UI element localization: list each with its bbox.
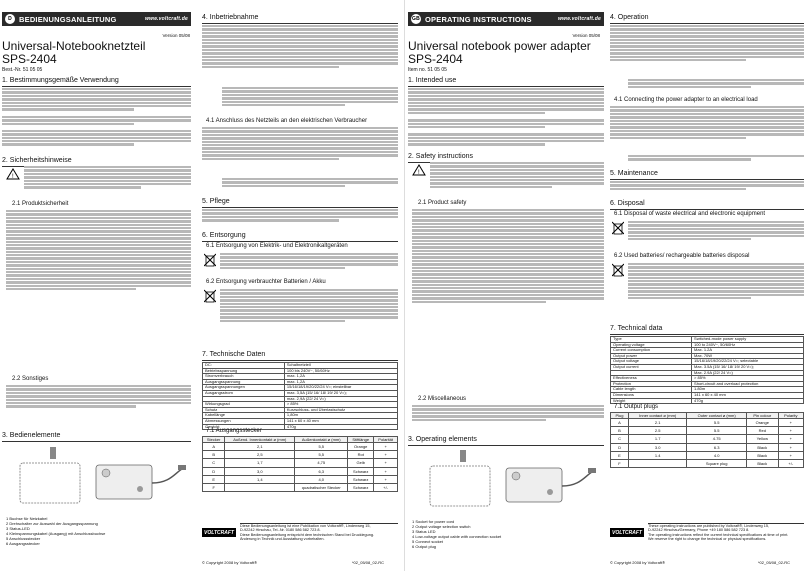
product-safety-text [6,210,191,290]
table-cell: Black [746,443,778,451]
footer-text [648,523,804,565]
subsection-batteries: 6.2 Used batteries/ rechargeable batteries disposal [614,253,750,259]
list-item: 2 Drehschalter zur Auswahl der Ausgangsspannung [6,521,98,526]
spec-label: Kabellänge [203,413,285,419]
section-intended-use: 1. Bestimmungsgemäße Verwendung [2,77,191,87]
footer-line: Diese Bedienungsanleitung ist eine Publikation von Voltcraft®, Lindenweg 15, [240,524,371,528]
operation-text [610,25,804,61]
spec-value: Kurzschluss- und Überlastschutz [284,407,397,413]
table-cell: +/- [778,459,803,467]
safety-text [430,162,604,188]
table-row [611,451,804,459]
table-row [611,427,804,435]
battery-bin-icon [612,263,624,277]
table-cell: D [611,443,629,451]
subsection-misc: 2.2 Miscellaneous [418,396,467,402]
controls-list [412,519,604,549]
column-header: Outer contact ø (mm) [687,413,747,419]
table-cell: 3,0 [225,467,295,475]
spec-value: 141 x 60 x 40 mm [692,392,804,398]
table-cell: E [203,475,225,483]
adapter-diagram-image [10,443,190,515]
list-item: 2 Output voltage selection switch [412,524,471,529]
section-text [2,88,191,146]
footer-line: We reserve the right to change the technical or physical specifications. [648,537,767,542]
section-intended-use: 1. Intended use [408,77,604,87]
footer-line: Diese Bedienungsanleitung entspricht dem technischen Stand bei Drucklegung. [240,532,375,537]
spec-label: Current consumption [611,348,692,354]
spec-label: Stromverbrauch [203,374,285,380]
table-cell: 1.7 [629,435,687,443]
spec-value: 1.80m [692,387,804,393]
table-cell: A [203,443,225,451]
german-header-bar [2,12,191,26]
spec-label: Schutz [203,407,285,413]
spec-value: 100 bis 240V~, 50/60Hz [284,368,397,374]
table-cell: + [778,427,803,435]
table-cell: 5,5 [295,443,348,451]
section-tech-data: 7. Technical data [610,325,804,335]
svg-text:!: ! [12,174,14,180]
column-header: Außend. Innenkontakt ø (mm) [225,437,295,443]
table-cell: 5,5 [295,451,348,459]
section-operation: 4. Inbetriebnahme [202,14,398,24]
spec-value: 15/16/18/19/20/22/24 V=; selectable [692,359,804,365]
column-header: Pin colour [746,413,778,419]
table-cell: + [374,475,398,483]
table-row [203,459,398,467]
section-maintenance: 5. Pflege [202,198,398,208]
subsection-plugs: 7.1 Ausgangsstecker [206,428,262,434]
spec-value: > 85% [692,376,804,382]
table-cell: Schwarz [348,475,374,483]
tech-data-table [610,336,804,404]
spec-value: max. 3,5A (15/ 16/ 18/ 19/ 20 V=); [284,390,397,396]
table-cell: 4.75 [687,435,747,443]
version-label: Version 05/08 [572,33,600,38]
misc-text [412,405,604,421]
spec-label: Betriebsspannung [203,368,285,374]
table-cell: 4,75 [295,459,348,467]
footer-line: D-92242 Hirschau, Tel.-Nr. 0180 586 582 723 8. [240,528,321,533]
table-row [611,435,804,443]
table-cell: F [203,483,225,491]
spec-label: Wirkungsgrad [203,402,285,408]
spec-value: > 85% [284,402,397,408]
spec-value: 470g [692,398,804,404]
copyright: © Copyright 2008 by Voltcraft® [610,560,666,565]
table-cell: C [203,459,225,467]
doc-number: *02_05/08_02-RC [758,560,791,565]
plugs-table [610,412,804,468]
spec-label: Weight [611,398,692,404]
table-row [203,467,398,475]
spec-label: Output voltage [611,359,692,365]
footer-line: These operating instructions are published by Voltcraft®, Lindenweg 15, [648,524,769,528]
table-cell: Square plug [687,459,747,467]
footer-text [240,523,398,565]
section-tech-data: 7. Technische Daten [202,351,398,361]
spec-value: Max. 70W [692,353,804,359]
product-code: SPS-2404 [2,52,57,66]
table-row [611,443,804,451]
table-cell [629,459,687,467]
spec-label: Gewicht [203,424,285,430]
waste-bin-icon [612,221,624,235]
operation-text [202,25,398,68]
connecting-text [610,106,804,139]
spec-label: Output current [611,364,692,370]
item-number: Item no. 51 05 05 [408,67,447,73]
table-cell: 1,7 [225,459,295,467]
doc-number: *02_05/08_02-RC [352,560,385,565]
table-cell: Gelb [348,459,374,467]
spec-label: Protection [611,381,692,387]
column-header: Stiftlänge [348,437,374,443]
spec-label: Ausgangsspannung [203,379,285,385]
item-number: Best.-Nr. 51 05 05 [2,67,43,73]
table-row [203,451,398,459]
section-text [408,88,604,146]
list-item: 4 Low-voltage output cable with connection socket [412,534,502,539]
connecting-note [628,155,804,161]
table-cell: + [778,443,803,451]
table-cell: Schwarz [348,467,374,475]
table-cell [225,483,295,491]
list-item: 5 Connect socket [412,539,443,544]
page-divider [404,0,405,571]
spec-value: Switched-mode power supply [692,337,804,343]
spec-value: 470g [284,424,397,430]
spec-label: Ausgangsspannungen [203,385,285,391]
footer-line: The operating instructions reflect the current technical specifications at time of print. [648,532,789,537]
table-row [203,443,398,451]
footer-line: D-92242 Hirschau/Germany, Phone +49 180 586 582 723 8. [648,528,750,533]
product-title: Universal-Notebooknetzteil [2,39,146,53]
section-disposal: 6. Entsorgung [202,232,398,242]
table-cell: F [611,459,629,467]
table-cell: 1,4 [225,475,295,483]
table-cell: 6,3 [295,467,348,475]
table-cell: + [778,451,803,459]
footer-line: Änderung in Technik und Ausstattung vorbehalten. [240,537,325,542]
spec-value: Max. 2.9A (22/ 24 V=) [692,370,804,376]
list-item: 3 Status-LED [6,526,30,531]
table-cell: E [611,451,629,459]
spec-value: max. 1,2A [284,379,397,385]
spec-label: Effectiveness [611,376,692,382]
section-safety: 2. Safety instructions [408,153,604,163]
table-cell: C [611,435,629,443]
subsection-weee: 6.1 Disposal of waste electrical and electronic equipment [614,211,766,217]
header-title: OPERATING INSTRUCTIONS [425,14,532,24]
table-cell: Black [746,459,778,467]
adapter-diagram-image [420,446,600,518]
spec-label: DC: [203,363,285,369]
table-cell: B [611,427,629,435]
weee-text [220,253,398,269]
spec-value: Max. 1.2A [692,348,804,354]
voltcraft-logo: VOLTCRAFT [202,528,236,537]
operation-note [222,87,398,106]
spec-label: Dimensions [611,392,692,398]
spec-label: Output power [611,353,692,359]
subsection-misc: 2.2 Sonstiges [12,376,49,382]
spec-label: Abmessungen [203,418,285,424]
subsection-plugs: 7.1 Output plugs [614,404,659,410]
table-row [611,459,804,467]
spec-label: Cable length [611,387,692,393]
list-item: 4 Kleinspannungskabel (Ausgang) mit Anschlussbuchse [6,531,106,536]
table-cell: Orange [348,443,374,451]
table-cell: Black [746,451,778,459]
voltcraft-logo: VOLTCRAFT [610,528,644,537]
maintenance-text [202,209,398,222]
table-cell: + [778,435,803,443]
table-cell: Orange [746,419,778,427]
product-code: SPS-2404 [408,52,463,66]
tech-data-table [202,362,398,430]
warning-icon [6,168,20,180]
table-cell: +/- [374,483,398,491]
table-cell: A [611,419,629,427]
table-cell: + [374,451,398,459]
column-header: Stecker [203,437,225,443]
table-cell: quadratischer Stecker [295,483,348,491]
spec-value: 100 to 240V~, 50/60Hz [692,342,804,348]
subsection-connecting: 4.1 Anschluss des Netzteils an den elektrischen Verbraucher [206,118,368,124]
section-controls: 3. Operating elements [408,436,604,446]
spec-value: 141 x 60 x 40 mm [284,418,397,424]
table-cell: Yellow [746,435,778,443]
table-row [203,475,398,483]
language-flag-icon: GB [412,16,420,22]
spec-value: Short-circuit and overload protection [692,381,804,387]
list-item: 6 Ausgangsstecker [6,541,40,546]
spec-label: Type [611,337,692,343]
column-header: Inner contact ø (mm) [629,413,687,419]
batteries-text [220,289,398,322]
weee-text [628,221,804,240]
table-cell: 5.5 [687,419,747,427]
product-title: Universal notebook power adapter [408,39,591,53]
copyright: © Copyright 2008 by Voltcraft® [202,560,258,565]
section-disposal: 6. Disposal [610,200,804,210]
table-cell: Rot [348,451,374,459]
spec-value: 1,80m [284,413,397,419]
list-item: 6 Output plug [412,544,437,549]
table-cell: + [778,419,803,427]
table-cell: 2.1 [629,419,687,427]
subsection-connecting: 4.1 Connecting the power adapter to an electrical load [614,97,758,103]
spec-label: Operating voltage [611,342,692,348]
misc-text [6,385,191,408]
warning-icon [412,164,426,176]
svg-text:!: ! [418,170,420,176]
safety-text [24,166,191,189]
controls-list [6,516,191,546]
table-cell: Red [746,427,778,435]
table-cell: 5.5 [687,427,747,435]
spec-value: max. 2,9A (22/ 24 V=) [284,396,397,402]
column-header: Plug [611,413,629,419]
table-cell: 1.4 [629,451,687,459]
table-row [611,398,804,404]
subsection-product-safety: 2.1 Produktsicherheit [12,201,69,207]
spec-value: max. 1,2A [284,374,397,380]
table-cell: 2,5 [225,451,295,459]
table-cell: Schwarz [348,483,374,491]
column-header: Polarität [374,437,398,443]
table-row [611,419,804,427]
version-label: Version 05/08 [162,33,190,38]
column-header: Außenkontakt ø (mm) [295,437,348,443]
section-controls: 3. Bedienelemente [2,432,191,442]
table-cell: 3.0 [629,443,687,451]
spec-label: Ausgangsstrom [203,390,285,396]
table-cell: 6.3 [687,443,747,451]
english-header-bar [408,12,604,26]
waste-bin-icon [204,253,216,267]
table-cell: B [203,451,225,459]
subsection-weee: 6.1 Entsorgung von Elektrik- und Elektronikaltgeräten [206,243,348,249]
batteries-text [628,263,804,299]
plugs-table [202,436,398,492]
list-item: 1 Buchse für Netzkabel [6,516,48,521]
maintenance-text [610,181,804,190]
connecting-note [222,178,398,187]
operation-note [628,79,804,88]
header-url: www.voltcraft.de [557,16,601,22]
table-cell: 4,0 [295,475,348,483]
table-cell: 4.0 [687,451,747,459]
table-cell: + [374,459,398,467]
language-flag-icon: D [5,14,15,24]
table-row [203,483,398,491]
list-item: 3 Status LED [412,529,436,534]
product-safety-text [412,209,604,303]
spec-value: Schaltnetzteil [284,363,397,369]
header-title: BEDIENUNGSANLEITUNG [19,14,117,24]
table-cell: 2.5 [629,427,687,435]
table-cell: + [374,467,398,475]
section-operation: 4. Operation [610,14,804,24]
header-url: www.voltcraft.de [144,16,188,22]
list-item: 1 Socket for power cord [412,519,455,524]
table-cell: + [374,443,398,451]
table-cell: 2,1 [225,443,295,451]
section-maintenance: 5. Maintenance [610,170,804,180]
section-safety: 2. Sicherheitshinweise [2,157,191,167]
battery-bin-icon [204,289,216,303]
subsection-batteries: 6.2 Entsorgung verbrauchter Batterien / Akku [206,279,326,285]
list-item: 5 Anschlussstecker [6,536,41,541]
spec-value: 15/16/18/19/20/22/24 V=; einstellbar [284,385,397,391]
table-cell: D [203,467,225,475]
connecting-text [202,127,398,160]
subsection-product-safety: 2.1 Product safety [418,200,467,206]
column-header: Polarity [778,413,803,419]
spec-value: Max. 3.5A (15/ 16/ 18/ 19/ 20 V=); [692,364,804,370]
